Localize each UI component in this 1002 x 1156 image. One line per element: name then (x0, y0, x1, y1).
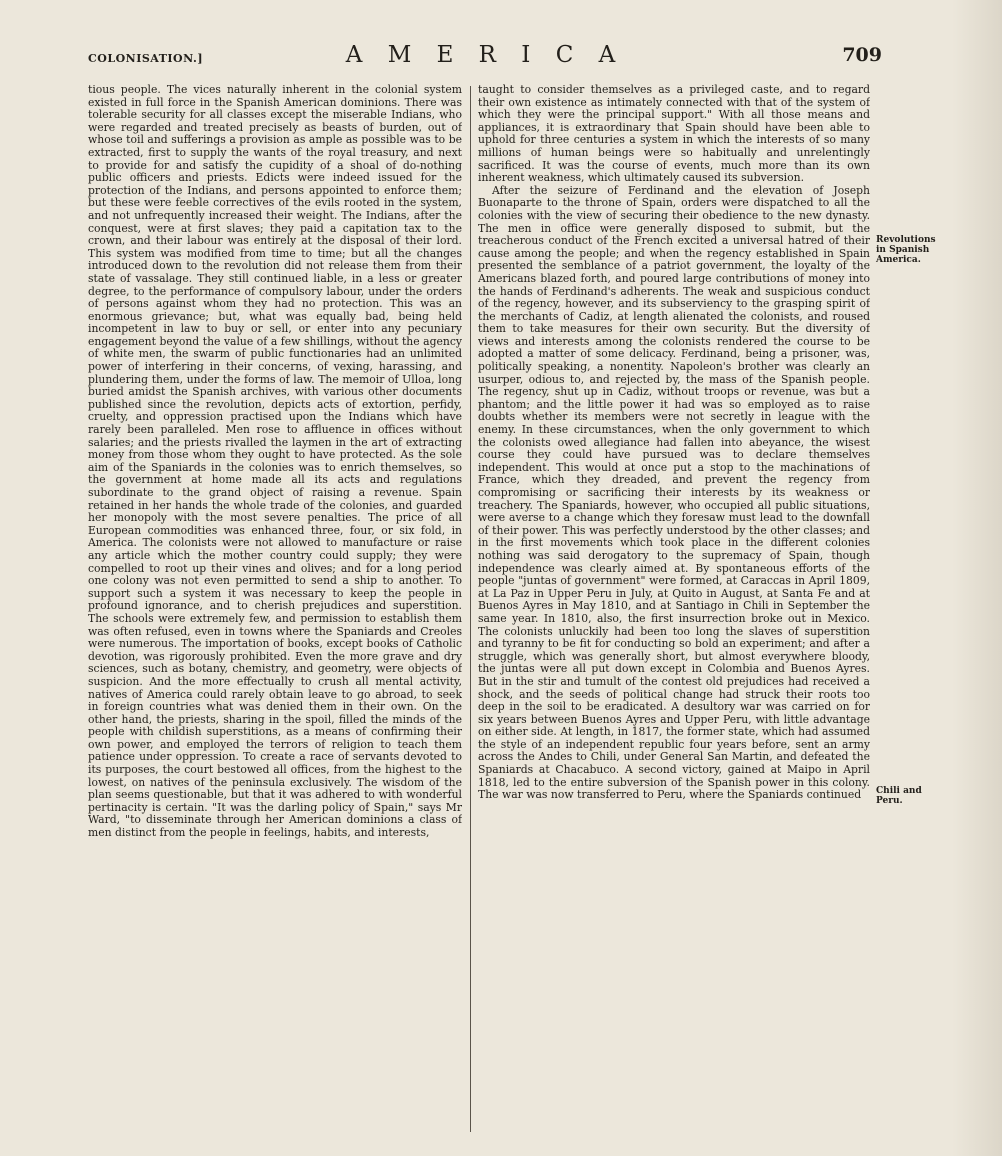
page-number: 709 (842, 44, 882, 66)
right-text-column (478, 84, 870, 1134)
paragraph: tious people. The vices naturally inherent in the colonial system existed in full force in the Spanish American dominions. There was tolerable security for all classes except the miserable Indians, who were regarded and treated precisely as beasts of burden, out of whose toil and sufferings a provision as ample as possible was to be extracted, first to supply the wants of the royal treasury, and next to provide for and satisfy the cupidity of a shoal of do-nothing public officers and priests. Edicts were indeed issued for the protection of the Indians, and persons appointed to enforce them; but these were feeble correctives of the evils rooted in the system, and not unfrequently increased their weight. The Indians, after the conquest, were at first slaves; they paid a capitation tax to the crown, and their labour was entirely at the disposal of their lord. This system was modified from time to time; but all the changes introduced down to the revolution did not release them from their state of vassalage. They still continued liable, in a less or greater degree, to the performance of compulsory labour, under the orders of persons against whom they had no protection. This was an enormous grievance; but, what was equally bad, being held incompetent in law to buy or sell, or enter into any pecuniary engagement beyond the value of a few shillings, without the agency of white men, the swarm of public functionaries had an unlimited power of interfering in their concerns, of vexing, harassing, and plundering them, under the forms of law. The memoir of Ulloa, long buried amidst the Spanish archives, with various other documents published since the revolution, depicts acts of extortion, perfidy, cruelty, and oppression practised upon the Indians which have rarely been paralleled. Men rose to affluence in offices without salaries; and the priests rivalled the laymen in the art of extracting money from those whom they ought to have protected. As the sole aim of the Spaniards in the colonies was to enrich themselves, so the government at home made all its acts and regulations subordinate to the grand object of raising a revenue. Spain retained in her hands the whole trade of the colonies, and guarded her monopoly with the most severe penalties. The price of all European commodities was enhanced three, four, or six fold, in America. The colonists were not allowed to manufacture or raise any article which the mother country could supply; they were compelled to root up their vines and olives; and for a long period one colony was not even permitted to send a ship to another. To support such a system it was necessary to keep the people in profound ignorance, and to cherish prejudices and superstition. The schools were extremely few, and permission to establish them was often refused, even in towns where the Spaniards and Creoles were numerous. The importation of books, except books of Catholic devotion, was rigorously prohibited. Even the more grave and dry sciences, such as botany, chemistry, and geometry, were objects of suspicion. And the more effectually to crush all mental activity, natives of America could rarely obtain leave to go abroad, to seek in foreign countries what was denied them in their own. On the other hand, the priests, sharing in the spoil, filled the minds of the people with childish superstitions, as a means of confirming their own power, and employed the terrors of religion to teach them patience under oppression. To create a race of servants devoted to its purposes, the court bestowed all offices, from the highest to the lowest, on natives of the peninsula exclusively. The wisdom of the plan seems questionable, but that it was adhered to with wonderful pertinacity is certain. "It was the darling policy of Spain," says Mr Ward, "to disseminate through her American dominions a class of men distinct from the people in feelings, habits, and interests, (88, 84, 462, 840)
column-divider (470, 86, 471, 1132)
paragraph: taught to consider themselves as a privileged caste, and to regard their own existence as intimately connected with that of the system of which they were the principal support." With all those means and appliances, it is extraordinary that Spain should have been able to uphold for three centuries a system in which the interests of so many millions of human beings were so habitually and unrelentingly sacrificed. It was the course of events, much more than its own inherent weakness, which ultimately caused its subversion. (478, 84, 870, 185)
page-title: A M E R I C A (345, 42, 625, 68)
page-edge-shadow (952, 0, 1002, 1156)
page-header (88, 40, 882, 74)
section-heading: COLONISATION.] (88, 52, 204, 65)
margin-note-revolutions: Revolutions in Spanish America. (876, 235, 936, 265)
paragraph: After the seizure of Ferdinand and the elevation of Joseph Buonaparte to the throne of Spain, orders were dispatched to all the colonies with the view of securing their obedience to the new dynasty. The men in office were generally disposed to submit, but the treacherous conduct of the French excited a universal hatred of their cause among the people; and when the regency established in Spain presented the semblance of a patriot government, the loyalty of the Americans blazed forth, and poured large contributions of money into the hands of Ferdinand's adherents. The weak and suspicious conduct of the regency, however, and its subserviency to the grasping spirit of the merchants of Cadiz, at length alienated the colonists, and roused them to take measures for their own security. But the diversity of views and interests among the colonists rendered the course to be adopted a matter of some delicacy. Ferdinand, being a prisoner, was, politically speaking, a nonentity. Napoleon's brother was clearly an usurper, odious to, and rejected by, the mass of the Spanish people. The regency, shut up in Cadiz, without troops or revenue, was but a phantom; and the little power it had was so employed as to raise doubts whether its members were not secretly in league with the enemy. In these circumstances, when the only government to which the colonists owed allegiance had fallen into abeyance, the wisest course they could have pursued was to declare themselves independent. This would at once put a stop to the machinations of France, which they dreaded, and prevent the regency from compromising or sacrificing their interests by its weakness or treachery. The Spaniards, however, who occupied all public situations, were averse to a change which they foresaw must lead to the downfall of their power. This was perfectly understood by the other classes; and in the first movements which took place in the different colonies nothing was said derogatory to the supremacy of Spain, though independence was clearly aimed at. By spontaneous efforts of the people "juntas of government" were formed, at Caraccas in April 1809, at La Paz in Upper Peru in July, at Quito in August, at Santa Fe and at Buenos Ayres in May 1810, and at Santiago in Chili in September the same year. In 1810, also, the first insurrection broke out in Mexico. The colonists unluckily had been too long the slaves of superstition and tyranny to be fit for conducting so bold an experiment; and after a struggle, which was generally short, but almost everywhere bloody, the juntas were all put down except in Colombia and Buenos Ayres. But in the stir and tumult of the contest old prejudices had received a shock, and the seeds of political change had struck their roots too deep in the soil to be eradicated. A desultory war was carried on for six years between Buenos Ayres and Upper Peru, with little advantage on either side. At length, in 1817, the former state, which had assumed the style of an independent republic four years before, sent an army across the Andes to Chili, under General San Martin, and defeated the Spaniards at Chacabuco. A second victory, gained at Maipo in April 1818, led to the entire subversion of the Spanish power in this colony. The war was now transferred to Peru, where the Spaniards continued (478, 183, 870, 802)
left-text-column (88, 84, 462, 1134)
margin-note-chili-peru: Chili and Peru. (876, 786, 922, 806)
